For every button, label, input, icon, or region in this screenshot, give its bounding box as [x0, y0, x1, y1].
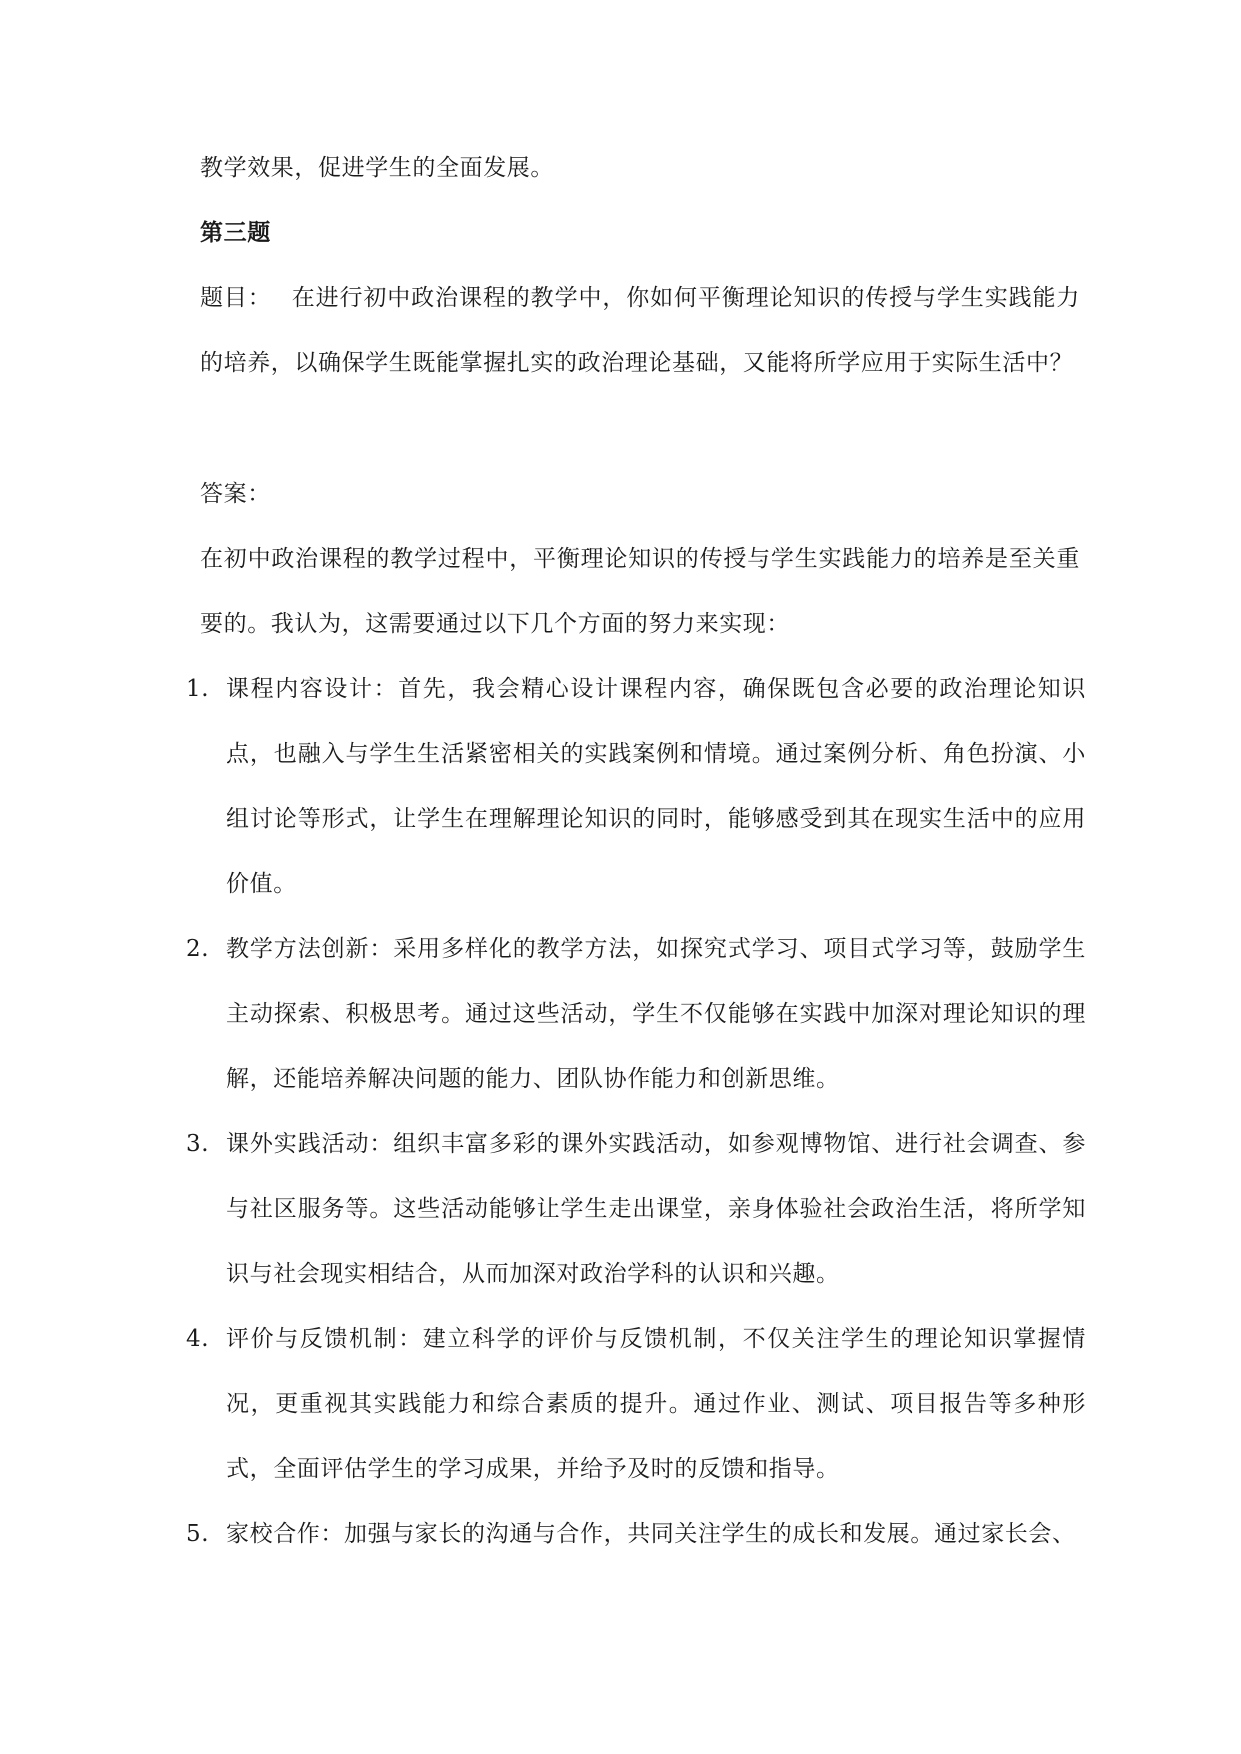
list-item-number: 1. — [186, 676, 210, 702]
list-item-text: 教学方法创新：采用多样化的教学方法，如探究式学习、项目式学习等，鼓励学生主动探索、积极思考。通过这些活动，学生不仅能够在实践中加深对理论知识的理解，还能培养解决问题的能力、团队协作能力和创新思维。 — [226, 936, 1086, 1092]
list-item-text: 评价与反馈机制：建立科学的评价与反馈机制，不仅关注学生的理论知识掌握情况，更重视其实践能力和综合素质的提升。通过作业、测试、项目报告等多种形式，全面评估学生的学习成果，并给予及时的反馈和指导。 — [226, 1326, 1086, 1482]
answer-intro: 在初中政治课程的教学过程中，平衡理论知识的传授与学生实践能力的培养是至关重要的。我认为，这需要通过以下几个方面的努力来实现： — [200, 546, 1080, 637]
continuation-text: 教学效果，促进学生的全面发展。 — [200, 155, 554, 181]
list-item-number: 2. — [186, 936, 210, 962]
list-item-text: 课外实践活动：组织丰富多彩的课外实践活动，如参观博物馆、进行社会调查、参与社区服务等。这些活动能够让学生走出课堂，亲身体验社会政治生活，将所学知识与社会现实相结合，从而加深对政治学科的认识和兴趣。 — [226, 1131, 1086, 1287]
list-item — [186, 1502, 1086, 1567]
list-item-number: 5. — [186, 1521, 210, 1547]
list-item-text: 家校合作：加强与家长的沟通与合作，共同关注学生的成长和发展。通过家长会、 — [226, 1521, 1076, 1547]
answer-label: 答案： — [200, 481, 271, 507]
question-text: 在进行初中政治课程的教学中，你如何平衡理论知识的传授与学生实践能力的培养，以确保学生既能掌握扎实的政治理论基础，又能将所学应用于实际生活中？ — [200, 285, 1080, 376]
list-item — [186, 1112, 1086, 1307]
list-item-number: 3. — [186, 1131, 210, 1157]
list-item — [186, 917, 1086, 1112]
list-item — [186, 657, 1086, 917]
question-paragraph — [200, 266, 1080, 396]
list-item — [186, 1307, 1086, 1502]
question-label: 题目： — [200, 285, 272, 311]
list-item-text: 课程内容设计：首先，我会精心设计课程内容，确保既包含必要的政治理论知识点，也融入与学生生活紧密相关的实践案例和情境。通过案例分析、角色扮演、小组讨论等形式，让学生在理解理论知识的同时，能够感受到其在现实生活中的应用价值。 — [226, 676, 1086, 897]
list-item-number: 4. — [186, 1326, 210, 1352]
section-heading: 第三题 — [200, 219, 271, 246]
